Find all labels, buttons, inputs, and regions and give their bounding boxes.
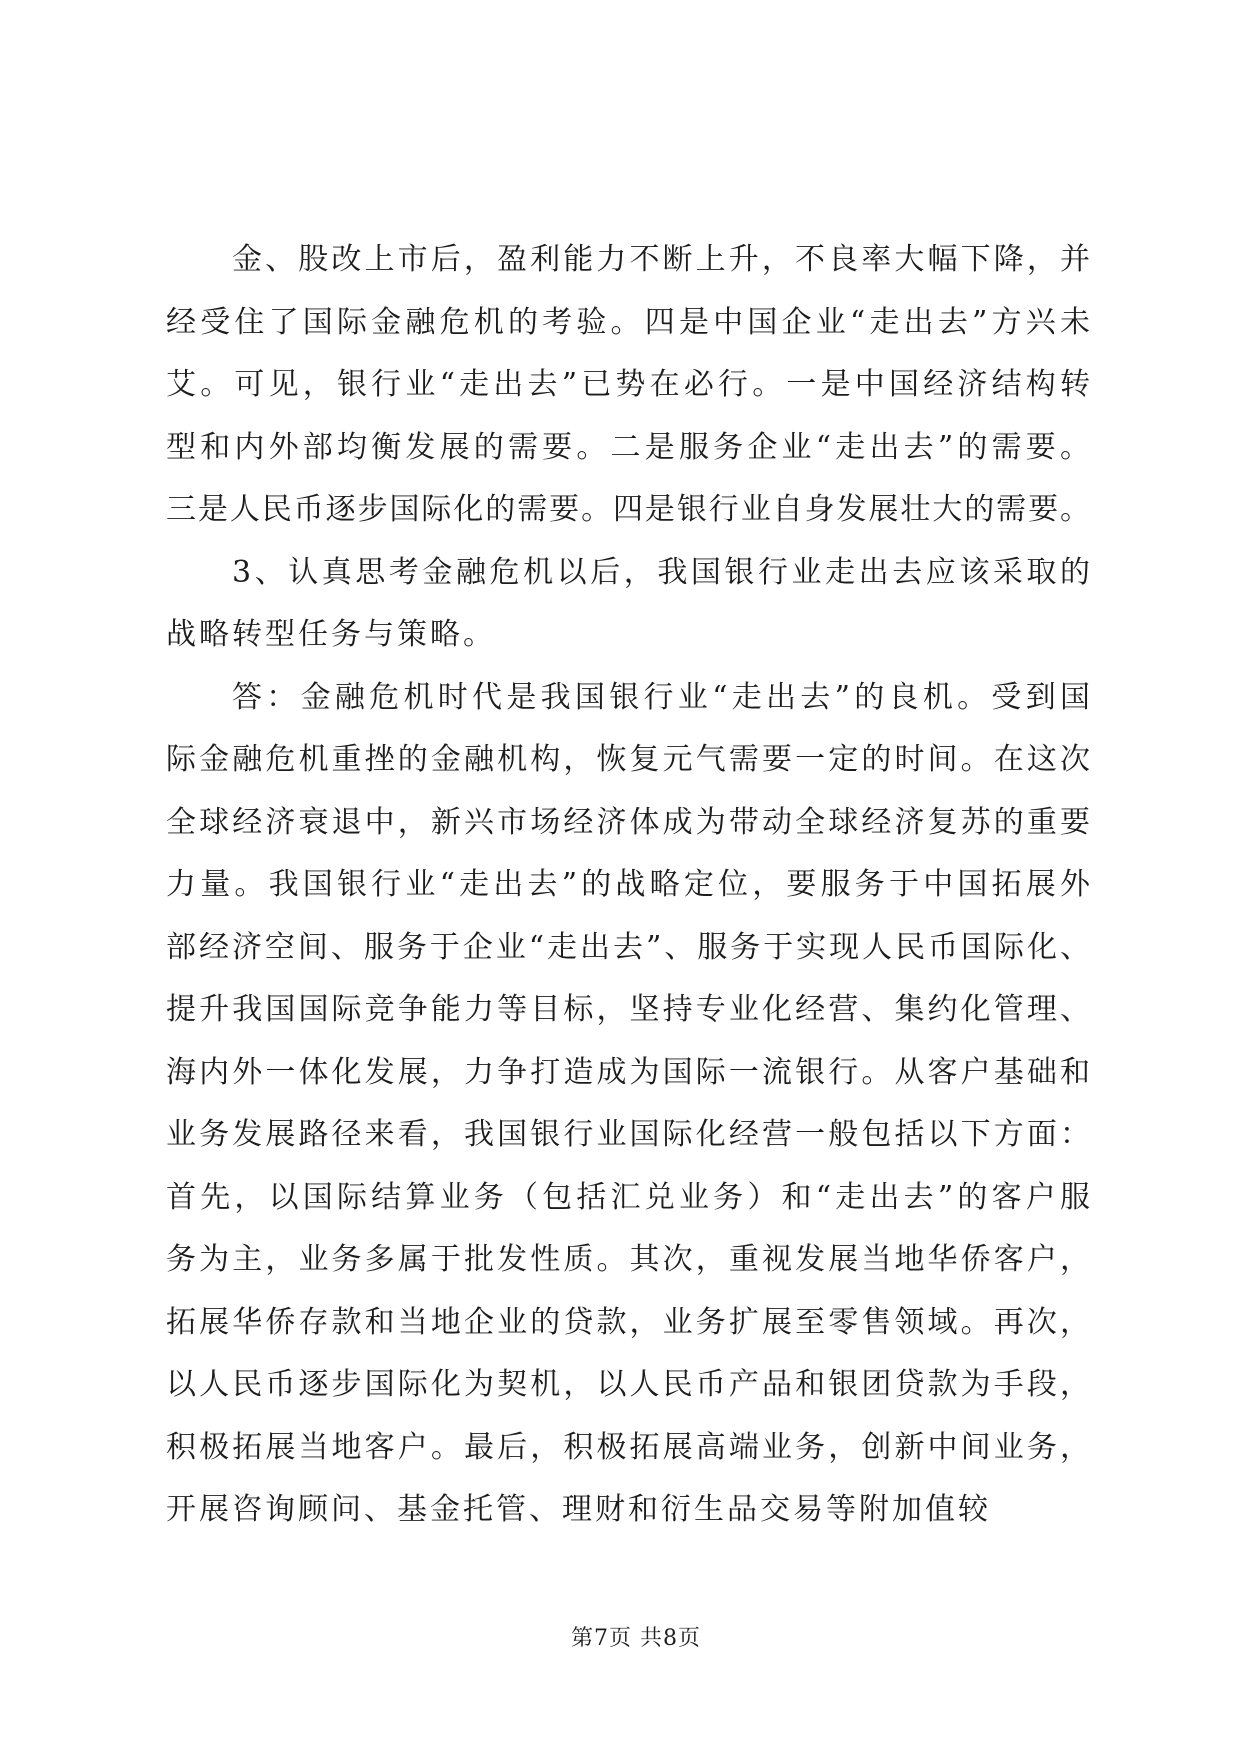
text-line: 提升我国国际竞争能力等目标，坚持专业化经营、集约化管理、 bbox=[166, 992, 1090, 1027]
text-line: 3、认真思考金融危机以后，我国银行业走出去应该采取的 bbox=[232, 554, 1090, 590]
body-text bbox=[166, 229, 1090, 1542]
text-line: 经受住了国际金融危机的考验。四是中国企业“走出去”方兴未 bbox=[166, 304, 1090, 340]
text-line: 全球经济衰退中，新兴市场经济体成为带动全球经济复苏的重要 bbox=[166, 804, 1090, 840]
text-line: 海内外一体化发展，力争打造成为国际一流银行。从客户基础和 bbox=[166, 1054, 1090, 1090]
text-line: 业务发展路径来看，我国银行业国际化经营一般包括以下方面： bbox=[166, 1117, 1090, 1152]
text-line: 金、股改上市后，盈利能力不断上升，不良率大幅下降，并 bbox=[232, 242, 1090, 277]
text-line: 开展咨询顾问、基金托管、理财和衍生品交易等附加值较 bbox=[166, 1492, 991, 1527]
text-line: 艾。可见，银行业“走出去”已势在必行。一是中国经济结构转 bbox=[166, 367, 1090, 402]
text-line: 部经济空间、服务于企业“走出去”、服务于实现人民币国际化、 bbox=[166, 929, 1090, 965]
text-line: 力量。我国银行业“走出去”的战略定位，要服务于中国拓展外 bbox=[166, 867, 1090, 902]
text-line: 答：金融危机时代是我国银行业“走出去”的良机。受到国 bbox=[232, 679, 1090, 715]
text-line: 首先，以国际结算业务（包括汇兑业务）和“走出去”的客户服 bbox=[166, 1179, 1090, 1215]
text-line: 战略转型任务与策略。 bbox=[166, 617, 496, 652]
paragraph bbox=[166, 667, 1090, 1542]
page-number-label: 第7页 共8页 bbox=[571, 1626, 701, 1651]
paragraph bbox=[166, 542, 1090, 667]
page-footer bbox=[571, 1624, 701, 1654]
text-line: 务为主，业务多属于批发性质。其次，重视发展当地华侨客户， bbox=[166, 1242, 1090, 1277]
text-line: 以人民币逐步国际化为契机，以人民币产品和银团贷款为手段， bbox=[166, 1367, 1090, 1402]
text-line: 三是人民币逐步国际化的需要。四是银行业自身发展壮大的需要。 bbox=[166, 492, 1090, 527]
paragraph bbox=[166, 229, 1090, 542]
text-line: 积极拓展当地客户。最后，积极拓展高端业务，创新中间业务， bbox=[166, 1429, 1090, 1465]
text-line: 型和内外部均衡发展的需要。二是服务企业“走出去”的需要。 bbox=[166, 429, 1090, 465]
text-line: 际金融危机重挫的金融机构，恢复元气需要一定的时间。在这次 bbox=[166, 742, 1090, 777]
text-line: 拓展华侨存款和当地企业的贷款，业务扩展至零售领域。再次， bbox=[166, 1304, 1090, 1340]
